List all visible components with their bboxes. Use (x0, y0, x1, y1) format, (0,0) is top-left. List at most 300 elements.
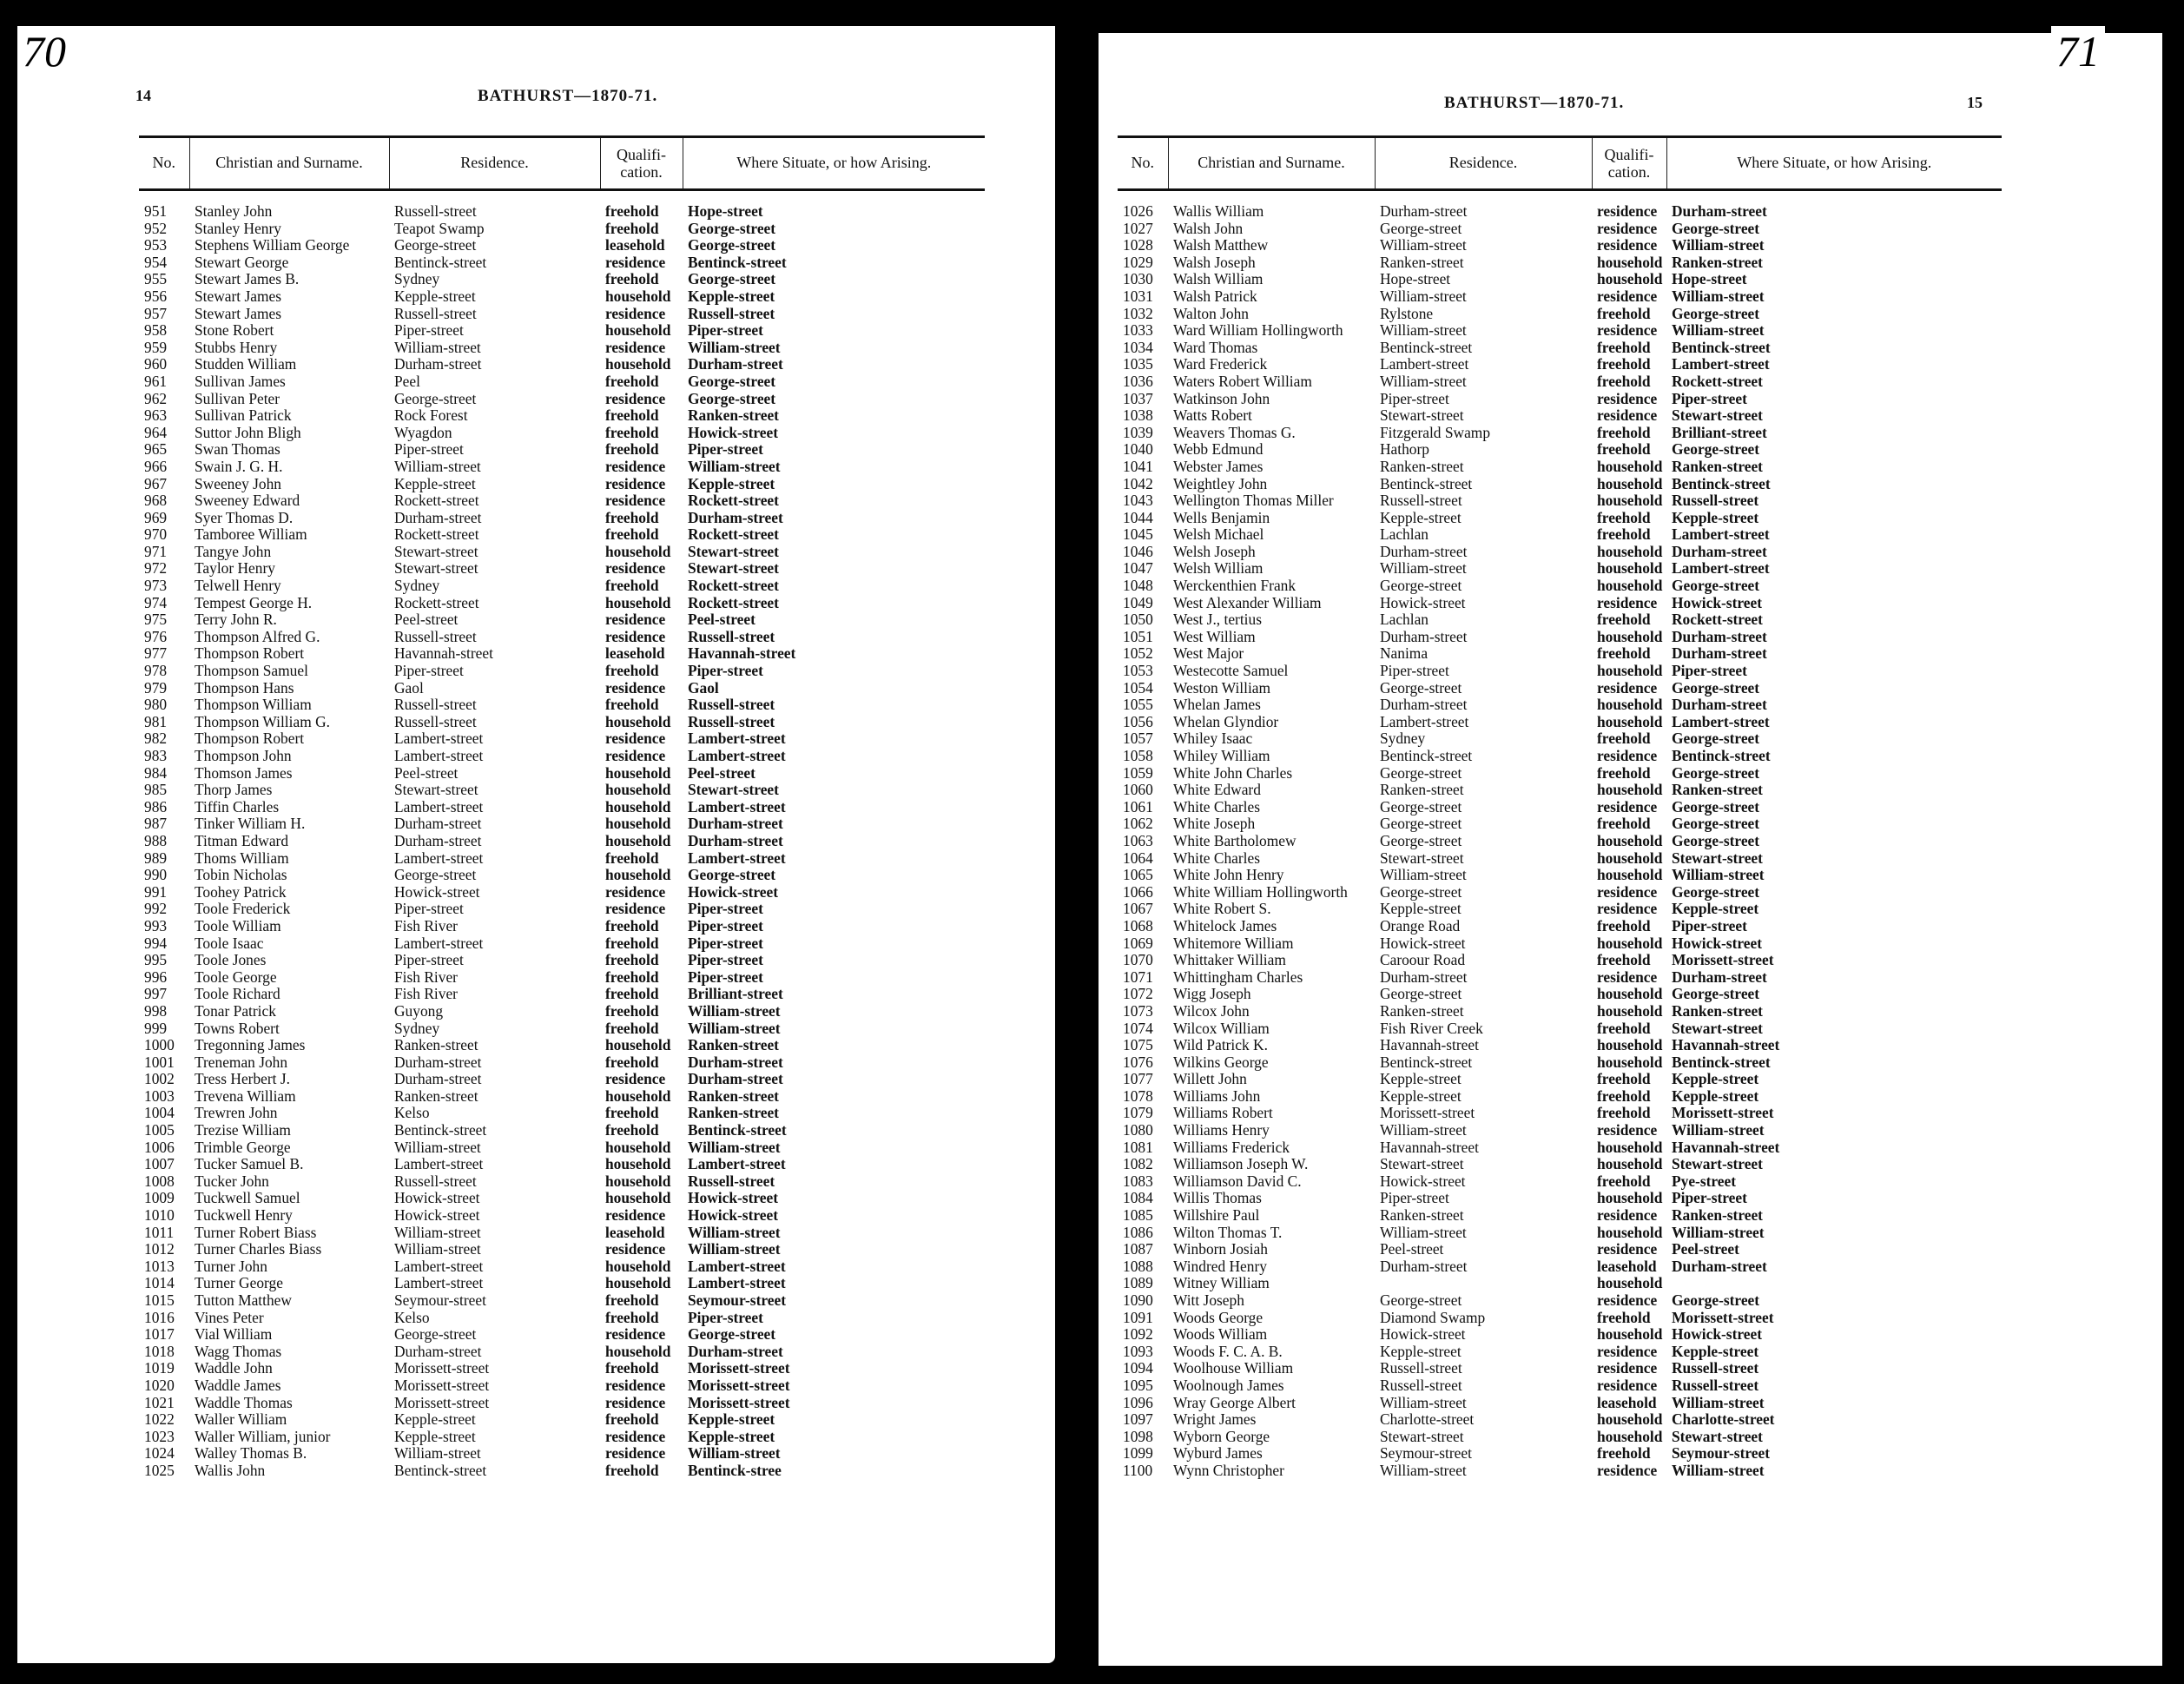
right-page (1099, 33, 2162, 1666)
entry-number: 1004 (144, 1105, 175, 1122)
entry-name: Webb Edmund (1173, 441, 1264, 459)
table-row (139, 425, 985, 442)
entry-name: Waddle John (195, 1360, 273, 1377)
entry-residence: Lambert-street (394, 748, 484, 764)
table-row (1118, 645, 2002, 663)
table-row (1118, 1445, 2002, 1463)
table-row (1118, 203, 2002, 221)
entry-qualification: residence (1597, 1292, 1658, 1309)
page-number: 15 (1967, 94, 1983, 111)
entry-residence: Kelso (394, 1309, 430, 1326)
entry-name: Tregonning James (195, 1037, 306, 1054)
entry-qualification: household (1597, 560, 1663, 578)
entry-qualification: residence (605, 560, 666, 578)
entry-name: Taylor Henry (195, 560, 275, 578)
entry-where: Seymour-street (1672, 1445, 1770, 1463)
entry-number: 1058 (1123, 748, 1153, 764)
entry-residence: Piper-street (394, 663, 464, 680)
entry-residence: Morissett-street (394, 1377, 490, 1394)
entry-residence: Kepple-street (1380, 901, 1461, 918)
entry-qualification: residence (1597, 883, 1658, 901)
table-row (1118, 1003, 2002, 1020)
entry-where: Bentinck-street (1672, 1053, 1771, 1071)
entry-name: Towns Robert (195, 1020, 280, 1037)
entry-qualification: residence (605, 883, 666, 901)
table-row (139, 1122, 985, 1139)
entry-name: Winborn Josiah (1173, 1241, 1268, 1258)
table-row (139, 221, 985, 238)
table-row (139, 237, 985, 254)
entry-qualification: residence (1597, 1377, 1658, 1394)
entry-number: 1066 (1123, 883, 1153, 901)
table-body (1118, 190, 2002, 1480)
entry-name: White Bartholomew (1173, 832, 1297, 849)
table-row (139, 1395, 985, 1412)
entry-qualification: household (605, 832, 671, 849)
entry-where: George-street (1672, 798, 1760, 816)
folio-number: 70 (17, 26, 71, 76)
table-row (1118, 611, 2002, 629)
entry-qualification: residence (1597, 287, 1658, 305)
entry-name: Whelan Glyndior (1173, 713, 1279, 730)
entry-number: 991 (144, 883, 168, 901)
entry-where: William-street (688, 1020, 781, 1037)
entry-number: 1070 (1123, 952, 1153, 969)
entry-qualification: freehold (1597, 611, 1651, 629)
entry-qualification: household (605, 543, 671, 560)
register-table (1118, 135, 2002, 1480)
table-row (139, 816, 985, 833)
entry-name: Willshire Paul (1173, 1207, 1260, 1225)
entry-qualification: household (1597, 475, 1663, 492)
entry-where: Lambert-street (688, 798, 786, 816)
table-row (139, 1139, 985, 1157)
entry-number: 1005 (144, 1122, 175, 1139)
entry-where: George-street (1672, 679, 1760, 697)
table-row (139, 833, 985, 850)
entry-residence: William-street (1380, 373, 1467, 390)
entry-qualification: residence (1597, 407, 1658, 425)
entry-name: Witt Joseph (1173, 1292, 1244, 1309)
entry-where: George-street (688, 373, 776, 390)
entry-number: 1098 (1123, 1428, 1153, 1445)
table-row (1118, 1326, 2002, 1344)
table-row (139, 510, 985, 527)
entry-number: 1100 (1123, 1462, 1153, 1479)
entry-number: 963 (144, 407, 168, 425)
entry-residence: Sydney (1380, 730, 1426, 748)
entry-where: George-street (1672, 832, 1760, 849)
entry-where: Peel-street (688, 611, 755, 629)
entry-residence: Caroour Road (1380, 952, 1466, 969)
entry-qualification: household (605, 1275, 671, 1292)
entry-where: Durham-street (688, 1343, 783, 1360)
table-row (139, 1173, 985, 1191)
entry-number: 992 (144, 901, 168, 918)
table-row (1118, 340, 2002, 357)
table-row (139, 407, 985, 425)
entry-qualification: residence (605, 492, 666, 510)
entry-name: Waddle James (195, 1377, 281, 1394)
entry-number: 1002 (144, 1071, 175, 1088)
entry-qualification: freehold (1597, 305, 1651, 322)
table-row (139, 1003, 985, 1020)
entry-number: 1010 (144, 1207, 175, 1225)
entry-residence: Diamond Swamp (1380, 1309, 1486, 1326)
entry-name: Thorp James (195, 782, 273, 799)
entry-name: White John Charles (1173, 764, 1293, 782)
entry-where: Peel-street (688, 764, 755, 782)
entry-qualification: household (605, 798, 671, 816)
entry-residence: Fish River Creek (1380, 1020, 1483, 1037)
table-row (1118, 356, 2002, 373)
entry-residence: Kelso (394, 1105, 430, 1122)
entry-residence: Durham-street (1380, 628, 1468, 645)
entry-where: Stewart-street (1672, 407, 1763, 425)
entry-where: Durham-street (1672, 543, 1767, 560)
table-row (1118, 288, 2002, 306)
entry-number: 1084 (1123, 1190, 1153, 1207)
entry-number: 1012 (144, 1241, 175, 1258)
header-name: Christian and Surname. (189, 137, 389, 190)
entry-number: 1036 (1123, 373, 1153, 390)
entry-qualification: household (1597, 271, 1663, 288)
entry-name: Stephens William George (195, 237, 350, 254)
entry-residence: William-street (1380, 867, 1467, 884)
entry-name: Walton John (1173, 305, 1249, 322)
entry-number: 1045 (1123, 526, 1153, 544)
entry-where: Stewart-street (1672, 849, 1763, 867)
table-row (139, 203, 985, 221)
entry-number: 967 (144, 475, 168, 492)
table-row (139, 611, 985, 629)
table-row (1118, 629, 2002, 646)
entry-residence: George-street (394, 867, 477, 884)
entry-where: Rockett-street (688, 578, 779, 595)
entry-name: White William Hollingworth (1173, 883, 1348, 901)
entry-number: 1099 (1123, 1445, 1153, 1463)
entry-name: Windred Henry (1173, 1258, 1267, 1275)
entry-where: William-street (688, 1445, 781, 1463)
entry-residence: Stewart-street (394, 782, 478, 799)
entry-qualification: household (1597, 628, 1663, 645)
entry-where: Russell-street (688, 305, 775, 322)
entry-number: 1016 (144, 1309, 175, 1326)
entry-residence: William-street (394, 1139, 481, 1156)
entry-residence: George-street (1380, 816, 1462, 833)
entry-number: 973 (144, 578, 168, 595)
entry-residence: Rock Forest (394, 407, 468, 425)
entry-number: 1072 (1123, 986, 1153, 1003)
entry-name: Walsh Joseph (1173, 254, 1256, 271)
entry-name: White Joseph (1173, 816, 1256, 833)
entry-qualification: freehold (605, 526, 659, 544)
entry-name: Weston William (1173, 679, 1271, 697)
table-row (1118, 748, 2002, 765)
entry-name: West J., tertius (1173, 611, 1262, 629)
table-row (139, 271, 985, 288)
entry-number: 956 (144, 287, 168, 305)
table-row (139, 748, 985, 765)
entry-where: George-street (1672, 578, 1760, 595)
entry-where: Howick-street (688, 883, 778, 901)
entry-where: George-street (688, 237, 776, 254)
entry-name: Thompson Samuel (195, 663, 308, 680)
entry-number: 1009 (144, 1190, 175, 1207)
table-row (1118, 1241, 2002, 1258)
entry-qualification: freehold (605, 917, 659, 934)
entry-name: Wilton Thomas T. (1173, 1224, 1283, 1241)
table-row (1118, 1275, 2002, 1292)
entry-number: 1029 (1123, 254, 1153, 271)
entry-where: Piper-street (688, 663, 763, 680)
entry-where: Lambert-street (688, 748, 786, 764)
entry-residence: Ranken-street (1380, 254, 1464, 271)
entry-name: Whitemore William (1173, 934, 1294, 952)
entry-name: Wilcox John (1173, 1002, 1250, 1020)
table-row (1118, 1411, 2002, 1429)
entry-number: 993 (144, 917, 168, 934)
entry-number: 1067 (1123, 901, 1153, 918)
entry-name: Thompson John (195, 748, 292, 764)
table-row (1118, 425, 2002, 442)
entry-qualification: household (605, 764, 671, 782)
entry-where: Morissett-street (1672, 1309, 1774, 1326)
entry-number: 957 (144, 305, 168, 322)
entry-where: Morissett-street (1672, 1105, 1774, 1122)
entry-residence: George-street (394, 390, 477, 407)
entry-where: Kepple-street (1672, 1343, 1759, 1360)
entry-qualification: residence (605, 458, 666, 475)
entry-residence: Piper-street (394, 952, 464, 969)
entry-name: Williams Robert (1173, 1105, 1273, 1122)
entry-name: Trevena William (195, 1087, 296, 1105)
entry-where: Ranken-street (1672, 458, 1763, 475)
entry-number: 1013 (144, 1258, 175, 1275)
entry-where (1666, 1275, 2002, 1292)
entry-name: Whittaker William (1173, 952, 1286, 969)
entry-name: Vines Peter (195, 1309, 264, 1326)
entry-where: Stewart-street (688, 782, 779, 799)
entry-name: Syer Thomas D. (195, 509, 294, 526)
entry-qualification: freehold (605, 203, 659, 220)
entry-where: Piper-street (688, 968, 763, 986)
entry-where: Durham-street (688, 1071, 783, 1088)
table-row (139, 645, 985, 663)
header-where: Where Situate, or how Arising. (1666, 137, 2002, 190)
entry-where: Morissett-street (688, 1360, 790, 1377)
entry-qualification: residence (1597, 390, 1658, 407)
entry-where: Durham-street (1672, 645, 1767, 663)
entry-residence: Gaol (394, 679, 424, 697)
entry-residence: Fish River (394, 917, 458, 934)
entry-qualification: household (605, 322, 671, 340)
entry-residence: Havannah-street (394, 645, 493, 663)
entry-residence: William-street (394, 1445, 481, 1463)
entry-number: 972 (144, 560, 168, 578)
entry-name: Sullivan Patrick (195, 407, 292, 425)
entry-name: Walsh John (1173, 220, 1244, 237)
entry-residence: Havannah-street (1380, 1139, 1479, 1156)
entry-number: 999 (144, 1020, 168, 1037)
entry-number: 959 (144, 339, 168, 356)
entry-where: William-street (688, 1139, 781, 1156)
entry-residence: Bentinck-street (394, 254, 487, 271)
entry-number: 1042 (1123, 475, 1153, 492)
entry-residence: Orange Road (1380, 917, 1461, 934)
entry-qualification: freehold (605, 1122, 659, 1139)
entry-name: Whiley William (1173, 748, 1270, 764)
entry-residence: Russell-street (1380, 492, 1462, 510)
entry-where: Durham-street (688, 509, 783, 526)
entry-where: Peel-street (1672, 1241, 1739, 1258)
entry-where: George-street (1672, 883, 1760, 901)
entry-name: Thomson James (195, 764, 293, 782)
entry-residence: Kepple-street (394, 1428, 476, 1445)
entry-name: Williams Frederick (1173, 1139, 1290, 1156)
entry-residence: Piper-street (394, 322, 464, 340)
entry-residence: Durham-street (394, 832, 482, 849)
entry-qualification: household (1597, 782, 1663, 799)
entry-name: Telwell Henry (195, 578, 281, 595)
entry-residence: Bentinck-street (1380, 339, 1473, 356)
entry-residence: Stewart-street (1380, 1156, 1464, 1173)
entry-qualification: residence (1597, 1360, 1658, 1377)
table-row (139, 680, 985, 697)
entry-residence: Rylstone (1380, 305, 1434, 322)
entry-where: Piper-street (688, 917, 763, 934)
entry-name: White Edward (1173, 782, 1261, 799)
table-row (1118, 407, 2002, 425)
entry-qualification: residence (1597, 1122, 1658, 1139)
entry-residence: Howick-street (1380, 1172, 1466, 1190)
entry-residence: Lambert-street (394, 1275, 484, 1292)
entry-residence: Morissett-street (394, 1360, 490, 1377)
entry-qualification: residence (605, 679, 666, 697)
entry-qualification: household (605, 356, 671, 373)
entry-number: 987 (144, 816, 168, 833)
entry-number: 1085 (1123, 1207, 1153, 1225)
entry-name: Woolhouse William (1173, 1360, 1294, 1377)
entry-residence: William-street (1380, 237, 1467, 254)
entry-qualification: residence (1597, 798, 1658, 816)
table-row (139, 901, 985, 918)
entry-where: Brilliant-street (688, 986, 783, 1003)
entry-qualification: residence (1597, 203, 1658, 220)
entry-residence: Rockett-street (394, 526, 479, 544)
table-row (1118, 1122, 2002, 1139)
table-row (139, 1275, 985, 1292)
entry-where: William-street (1672, 1462, 1765, 1479)
entry-where: Bentinck-street (1672, 748, 1771, 764)
entry-number: 960 (144, 356, 168, 373)
entry-where: George-street (1672, 220, 1760, 237)
entry-name: Trimble George (195, 1139, 291, 1156)
entry-number: 1077 (1123, 1071, 1153, 1088)
entry-residence: Kepple-street (1380, 1087, 1461, 1105)
entry-number: 1039 (1123, 424, 1153, 441)
entry-where: Havannah-street (1672, 1037, 1780, 1054)
entry-qualification: freehold (1597, 441, 1651, 459)
entry-name: Willett John (1173, 1071, 1247, 1088)
entry-where: Lambert-street (688, 1156, 786, 1173)
table-header-row (1118, 137, 2002, 190)
entry-where: Durham-street (688, 832, 783, 849)
entry-where: Ranken-street (688, 1037, 779, 1054)
entry-qualification: freehold (605, 1292, 659, 1309)
entry-residence: Morissett-street (394, 1394, 490, 1411)
entry-residence: George-street (1380, 679, 1462, 697)
entry-number: 980 (144, 697, 168, 714)
table-row (139, 441, 985, 459)
entry-residence: Durham-street (394, 356, 482, 373)
entry-where: Charlotte-street (1672, 1411, 1775, 1429)
entry-number: 1051 (1123, 628, 1153, 645)
table-row (139, 1463, 985, 1480)
entry-number: 1075 (1123, 1037, 1153, 1054)
entry-residence: Sydney (394, 271, 440, 288)
table-row (1118, 1344, 2002, 1361)
entry-name: Sullivan Peter (195, 390, 280, 407)
entry-name: Tobin Nicholas (195, 867, 287, 884)
entry-name: Tempest George H. (195, 594, 313, 611)
entry-where: Durham-street (688, 1053, 783, 1071)
entry-residence: Piper-street (394, 901, 464, 918)
entry-number: 1086 (1123, 1224, 1153, 1241)
entry-number: 997 (144, 986, 168, 1003)
entry-qualification: freehold (605, 1411, 659, 1429)
entry-number: 951 (144, 203, 168, 220)
entry-residence: William-street (1380, 1462, 1467, 1479)
table-row (1118, 1020, 2002, 1038)
entry-name: Wray George Albert (1173, 1394, 1296, 1411)
table-row (139, 1225, 985, 1242)
entry-number: 1090 (1123, 1292, 1153, 1309)
entry-qualification: household (1597, 986, 1663, 1003)
entry-where: Ranken-street (1672, 1207, 1763, 1225)
entry-qualification: household (1597, 832, 1663, 849)
entry-where: George-street (1672, 730, 1760, 748)
table-row (1118, 663, 2002, 680)
entry-number: 1025 (144, 1462, 175, 1479)
entry-where: Durham-street (1672, 203, 1767, 220)
entry-number: 1063 (1123, 832, 1153, 849)
entry-residence: Hathorp (1380, 441, 1429, 459)
table-row (1118, 986, 2002, 1003)
header-residence: Residence. (1375, 137, 1592, 190)
entry-where: Lambert-street (688, 1275, 786, 1292)
entry-residence: Kepple-street (1380, 1071, 1461, 1088)
entry-qualification: residence (605, 730, 666, 748)
entry-qualification: residence (1597, 901, 1658, 918)
entry-where: William-street (1672, 322, 1765, 340)
table-row (139, 730, 985, 748)
page-number: 14 (135, 87, 151, 104)
entry-where: William-street (688, 1241, 781, 1258)
entry-where: Hope-street (688, 203, 763, 220)
table-row (139, 935, 985, 953)
table-row (1118, 510, 2002, 527)
entry-name: Williamson Joseph W. (1173, 1156, 1309, 1173)
table-row (1118, 560, 2002, 578)
entry-where: Piper-street (1672, 917, 1747, 934)
entry-residence: Durham-street (394, 1343, 482, 1360)
table-row (1118, 730, 2002, 748)
entry-name: Wilcox William (1173, 1020, 1270, 1037)
entry-residence: Fish River (394, 986, 458, 1003)
entry-name: Wallis John (195, 1462, 266, 1479)
entry-where: Stewart-street (1672, 1020, 1763, 1037)
